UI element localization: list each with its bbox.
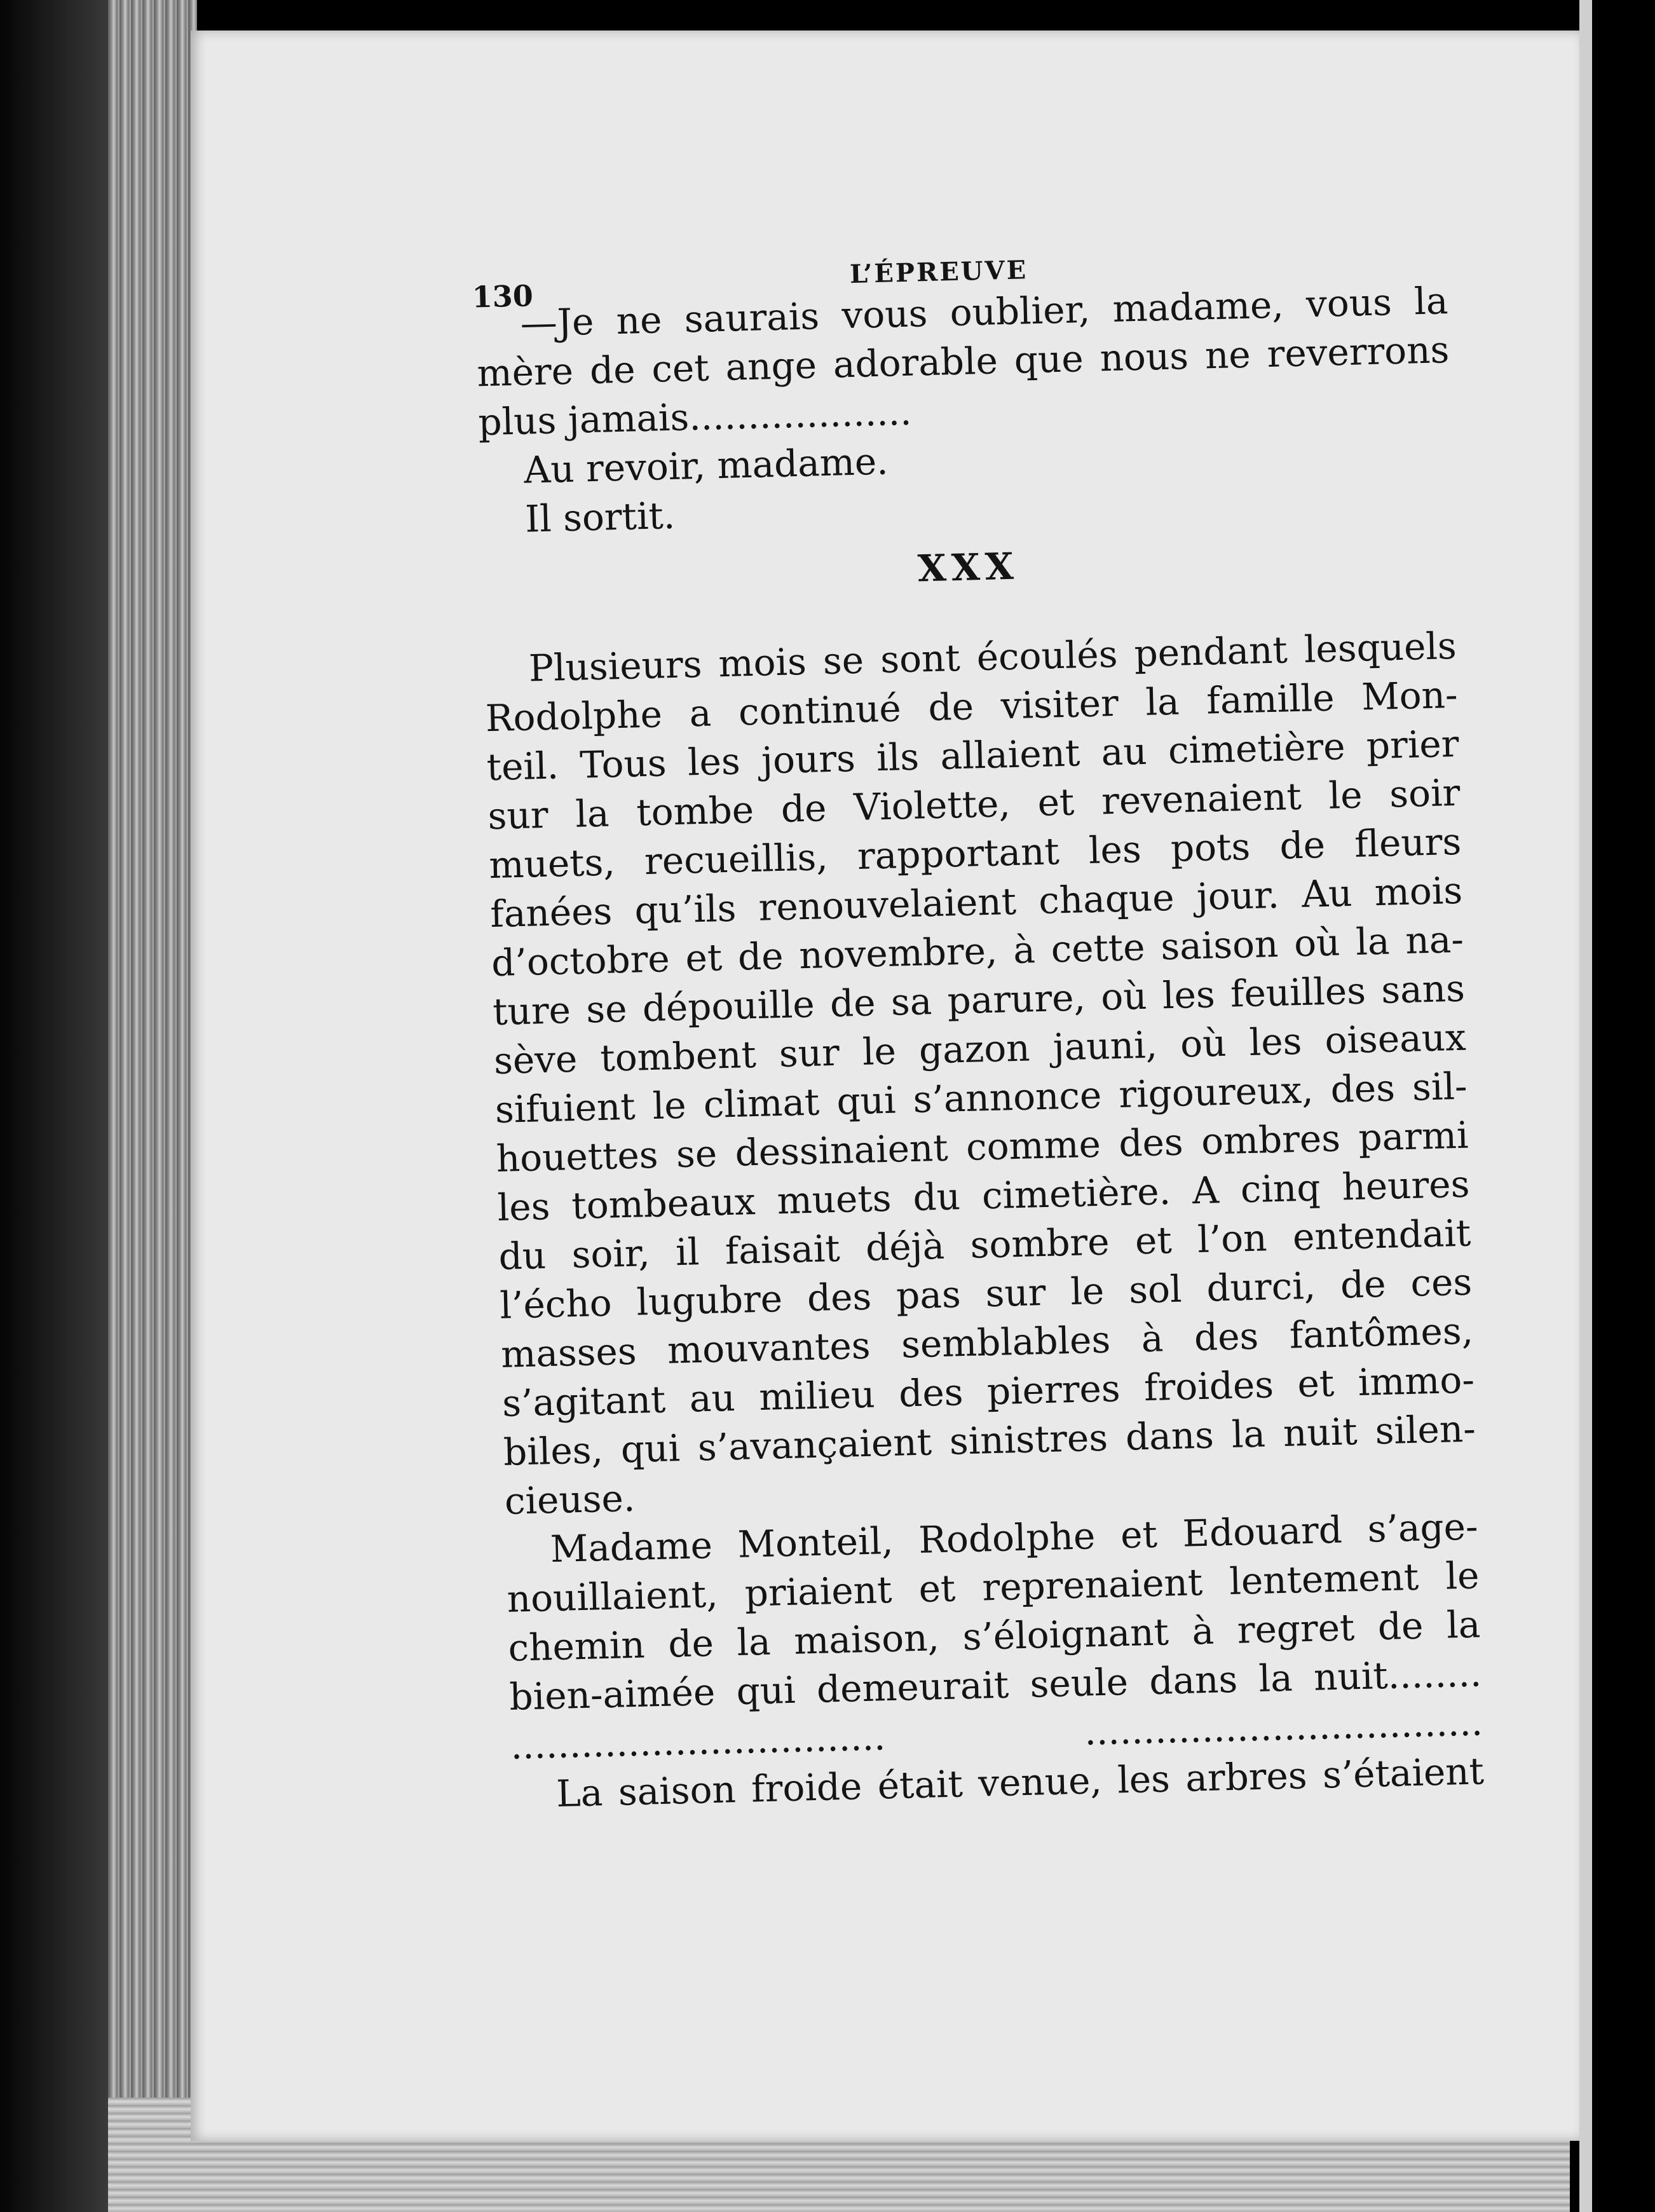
text-line: biles, qui s’avançaient sinistres dans la nuit silen- bbox=[503, 1407, 1476, 1474]
scan-background-right bbox=[1592, 0, 1655, 2212]
text-line: les tombeaux muets du cimetière. A cinq heures bbox=[496, 1162, 1471, 1229]
text-line: bien-aimée qui demeurait seule dans la nuit........ bbox=[508, 1651, 1482, 1719]
text-line: sur la tombe de Violette, et revenaient le soir bbox=[487, 770, 1461, 838]
text-line: chemin de la maison, s’éloignant à regret de la bbox=[507, 1602, 1481, 1670]
running-title: L’ÉPREUVE bbox=[849, 255, 1028, 289]
text-line: teil. Tous les jours ils allaient au cimetière prier bbox=[486, 721, 1460, 789]
text-line: fanées qu’ils renouvelaient chaque jour. Au mois bbox=[489, 868, 1463, 936]
book-binding bbox=[0, 0, 108, 2212]
text-line: Il sortit. bbox=[524, 493, 676, 541]
text-line: l’écho lugubre des pas sur le sol durci, de ces bbox=[499, 1260, 1473, 1327]
text-line: sifuient le climat qui s’annonce rigoureux, des sil- bbox=[494, 1064, 1468, 1131]
text-line: muets, recueillis, rapportant les pots de fleurs bbox=[488, 819, 1462, 887]
text-line: Au revoir, madame. bbox=[523, 439, 889, 492]
text-line: houettes se dessinaient comme des ombres parmi bbox=[496, 1113, 1469, 1180]
text-line: sève tombent sur le gazon jauni, où les oiseaux bbox=[493, 1015, 1467, 1083]
text-line: Rodolphe a continué de visiter la famille Mon- bbox=[485, 672, 1459, 741]
text-line: du soir, il faisait déjà sombre et l’on entendait bbox=[498, 1211, 1471, 1278]
text-line: mère de cet ange adorable que nous ne reverrons bbox=[476, 327, 1450, 395]
page-number: 130 bbox=[472, 278, 534, 315]
paragraph bbox=[308, 1501, 1533, 1726]
paragraph bbox=[278, 275, 1502, 452]
text-line: d’octobre et de novembre, à cette saison où la na- bbox=[491, 917, 1464, 985]
text-line: —Je ne saurais vous oublier, madame, vous la bbox=[519, 279, 1449, 345]
text-line: s’agitant au milieu des pierres froides et immo- bbox=[501, 1358, 1475, 1425]
text-line: Madame Monteil, Rodolphe et Edouard s’age- bbox=[550, 1505, 1479, 1571]
text-block bbox=[276, 199, 1536, 1824]
text-line: Plusieurs mois se sont écoulés pendant lesquels bbox=[528, 624, 1457, 690]
paragraph bbox=[287, 620, 1528, 1531]
page-edges-left bbox=[108, 0, 197, 2212]
text-line: La saison froide était venue, les arbres s’étaient bbox=[555, 1749, 1485, 1815]
chapter-heading: XXX bbox=[917, 544, 1019, 591]
text-line: masses mouvantes semblables à des fantômes, bbox=[500, 1309, 1474, 1376]
text-line: nouillaient, priaient et reprenaient lentement le bbox=[506, 1553, 1480, 1621]
text-line: ................................ .................................. bbox=[510, 1700, 1483, 1768]
text-line: plus jamais................... bbox=[477, 390, 913, 444]
text-line: cieuse. bbox=[504, 1476, 636, 1523]
facing-page-edge bbox=[1579, 0, 1592, 2212]
text-line: ture se dépouille de sa parure, où les feuilles sans bbox=[492, 966, 1466, 1034]
